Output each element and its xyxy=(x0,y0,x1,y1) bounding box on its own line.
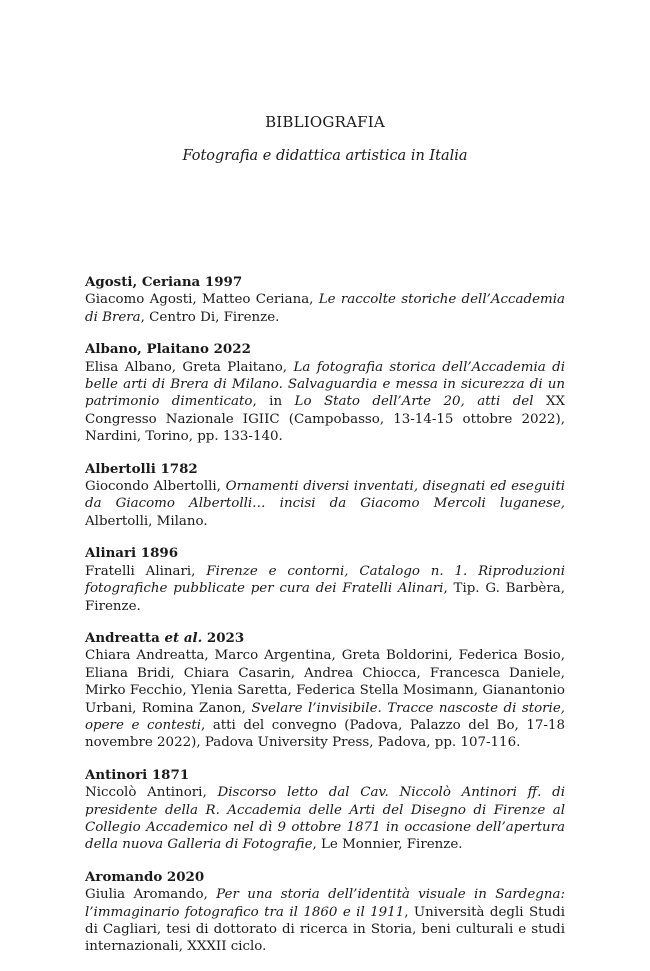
bibliography-entry xyxy=(85,869,565,956)
entry-key: Aromando 2020 xyxy=(85,868,205,885)
entry-citation: Chiara Andreatta, Marco Argentina, Greta Boldorini, Federica Bosio, Eliana Bridi, Chiara Casarin, Andrea Chiocca, Francesca Daniele, Mirko Fecchio, Ylenia Saretta, Federica Stella Mosimann, Gianantonio Urbani, Romina Zanon, Svelare l’invisibile. Tracce nascoste di storie, opere e contesti, atti del convegno (Padova, Palazzo del Bo, 17-18 novembre 2022), Padova University Press, Padova, pp. 107-116. xyxy=(85,648,566,751)
page-subtitle: Fotografia e didattica artistica in Italia xyxy=(182,148,468,164)
bibliography-list xyxy=(85,274,565,971)
entry-key: Antinori 1871 xyxy=(85,766,190,783)
bibliography-entry xyxy=(85,545,565,615)
entry-key: Alinari 1896 xyxy=(85,545,179,562)
entry-key: Albertolli 1782 xyxy=(85,460,198,477)
bibliography-entry xyxy=(85,341,565,445)
bibliography-entry xyxy=(85,461,565,531)
bibliography-entry xyxy=(85,274,565,326)
entry-citation: Niccolò Antinori, Discorso letto dal Cav. Niccolò Antinori ff. di presidente della R. Accademia delle Arti del Disegno di Firenze al Collegio Accademico nel dì 9 ottobre 1871 in occasione dell’apertura della nuova Galleria di Fotografie, Le Monnier, Firenze. xyxy=(85,785,565,853)
entry-key: Albano, Plaitano 2022 xyxy=(85,341,251,358)
entry-key: Agosti, Ceriana 1997 xyxy=(85,274,243,290)
entry-citation: Giacomo Agosti, Matteo Ceriana, Le raccolte storiche dell’Accademia di Brera, Centro Di, Firenze. xyxy=(85,292,565,325)
entry-citation: Giulia Aromando, Per una storia dell’identità visuale in Sardegna: l’immaginario fotografico tra il 1860 e il 1911, Università degli Studi di Cagliari, tesi di dottorato di ricerca in Storia, beni culturali e studi internazionali, XXXII ciclo. xyxy=(85,887,565,955)
entry-citation: Elisa Albano, Greta Plaitano, La fotografia storica dell’Accademia di belle arti di Brera di Milano. Salvaguardia e messa in sicurezza di un patrimonio dimenticato, in Lo Stato dell’Arte 20, atti del XX Congresso Nazionale IGIIC (Campobasso, 13-14-15 ottobre 2022), Nardini, Torino, pp. 133-140. xyxy=(85,359,566,445)
bibliography-entry xyxy=(85,767,565,854)
entry-citation: Fratelli Alinari, Firenze e contorni, Catalogo n. 1. Riproduzioni fotografiche pubblicate per cura dei Fratelli Alinari, Tip. G. Barbèra, Firenze. xyxy=(85,563,565,614)
entry-citation: Giocondo Albertolli, Ornamenti diversi inventati, disegnati ed eseguiti da Giacomo Albertolli… incisi da Giacomo Mercoli luganese, Albertolli, Milano. xyxy=(85,479,565,529)
entry-key: Andreatta et al. 2023 xyxy=(85,629,245,646)
page-title: BIBLIOGRAFIA xyxy=(265,113,385,131)
bibliography-entry xyxy=(85,630,565,752)
